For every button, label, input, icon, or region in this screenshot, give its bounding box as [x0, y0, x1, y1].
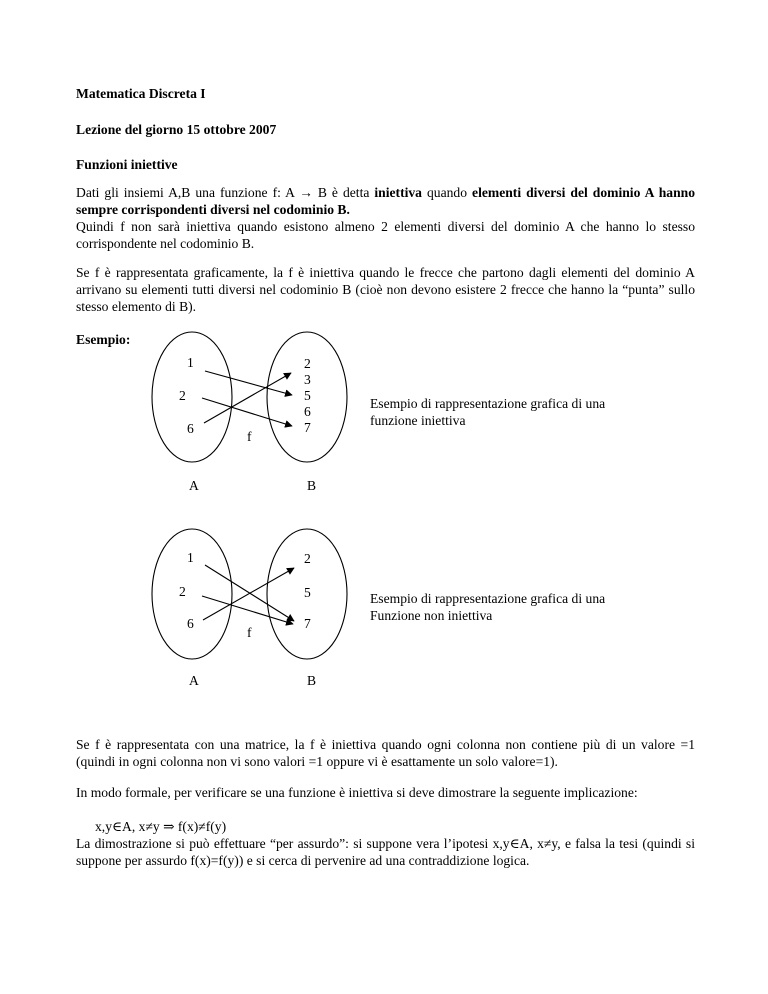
- diagram-2-codomain-element: 2: [304, 551, 311, 566]
- diagram-1-domain-set-label: A: [189, 478, 199, 493]
- diagram-2-caption-line: Esempio di rappresentazione grafica di una: [370, 591, 606, 606]
- diagram-1-caption-line: Esempio di rappresentazione grafica di una: [370, 396, 606, 411]
- diagram-2-codomain-element: 7: [304, 616, 311, 631]
- proof-method-paragraph: La dimostrazione si può effettuare “per assurdo”: si suppone vera l’ipotesi x,y∈A, x≠y, e falsa la tesi (quindi si suppone per assurdo f(x)=f(y)) e si cerca di pervenire ad una contraddizione logica.: [76, 836, 695, 868]
- definition-mid: quando: [421, 185, 473, 200]
- diagram-2-codomain-set-label: B: [307, 673, 317, 688]
- definition-intro: Dati gli insiemi A,B una funzione f: A → B è detta: [76, 185, 375, 200]
- diagram-1-caption-line: funzione iniettiva: [370, 413, 466, 428]
- negation-paragraph: Quindi f non sarà iniettiva quando esistono almeno 2 elementi diversi del dominio A che hanno lo stesso corrispondente nel codominio B.: [76, 219, 695, 251]
- course-title: Matematica Discreta I: [76, 86, 206, 101]
- diagram-1-domain-set: [152, 332, 232, 462]
- definition-condition: elementi diversi del dominio A hanno sempre corrispondenti diversi nel codominio B.: [76, 185, 695, 217]
- definition-term: iniettiva: [374, 185, 422, 200]
- diagram-2-domain-element: 1: [187, 550, 194, 565]
- diagram-1-function-label: f: [247, 429, 252, 444]
- diagram-1-codomain-set-label: B: [307, 478, 317, 493]
- diagram-1-codomain-element: 7: [304, 420, 311, 435]
- diagram-2-caption-line: Funzione non iniettiva: [370, 608, 493, 623]
- diagram-1-caption: [370, 395, 670, 429]
- formal-intro-paragraph: In modo formale, per verificare se una funzione è iniettiva si deve dimostrare la seguente implicazione:: [76, 785, 638, 800]
- diagram-1-codomain-element: 2: [304, 356, 311, 371]
- matrix-rule-paragraph: Se f è rappresentata con una matrice, la f è iniettiva quando ogni colonna non contiene più di un valore =1 (quindi in ogni colonna non vi sono valori =1 oppure vi è esattamente un solo valore=1).: [76, 737, 695, 769]
- diagram-2-caption: [370, 590, 670, 624]
- diagram-2-domain-set: [152, 529, 232, 659]
- diagram-1-domain-element: 6: [187, 421, 194, 436]
- diagram-2-codomain-element: 5: [304, 585, 311, 600]
- diagram-1-domain-element: 2: [179, 388, 186, 403]
- diagram-1-codomain-element: 6: [304, 404, 311, 419]
- diagram-1-codomain-element: 3: [304, 372, 311, 387]
- diagram-2-domain-element: 2: [179, 584, 186, 599]
- section-heading: Funzioni iniettive: [76, 157, 178, 172]
- diagram-2-domain-set-label: A: [189, 673, 199, 688]
- implication-formula: x,y∈A, x≠y ⇒ f(x)≠f(y): [95, 819, 227, 834]
- diagram-1-arrow-1-to-5: [205, 371, 292, 395]
- graphical-rule-paragraph: Se f è rappresentata graficamente, la f è iniettiva quando le frecce che partono dagli elementi del dominio A arrivano su elementi tutti diversi nel codominio B (cioè non devono esistere 2 frecce che hanno la “punta” sullo stesso elemento di B).: [76, 265, 695, 314]
- diagram-2-function-label: f: [247, 625, 252, 640]
- example-label: Esempio:: [76, 332, 131, 347]
- diagram-1-domain-element: 1: [187, 355, 194, 370]
- diagram-2-domain-element: 6: [187, 616, 194, 631]
- diagram-1-arrow-2-to-7: [202, 398, 292, 426]
- diagram-1-codomain-element: 5: [304, 388, 311, 403]
- lesson-date: Lezione del giorno 15 ottobre 2007: [76, 122, 277, 137]
- diagram-2-arrow-2-to-7: [202, 596, 293, 624]
- diagram-1-arrow-6-to-2: [204, 373, 291, 423]
